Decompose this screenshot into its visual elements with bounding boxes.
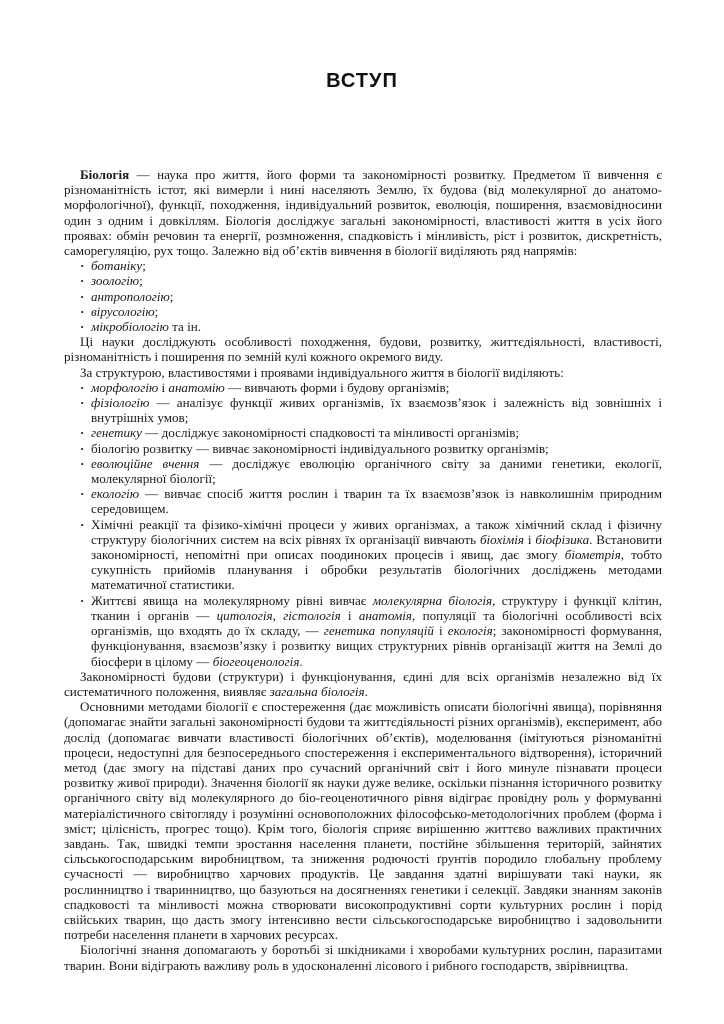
term: біогеоценологія — [212, 653, 300, 669]
list-item — [80, 289, 662, 304]
term: ботаніку — [91, 258, 143, 274]
text-fragment: Хімічні реакції та фізико-хімічні процеси у живих організмах, а також хімічний склад і фізичну структуру біологічних систем на всіх рівнях їх організації вивчають — [91, 516, 662, 547]
term: вірусологію — [91, 303, 155, 319]
term: екологія — [447, 623, 493, 639]
text-fragment: , тобто сукупність прийомів планування і обробки результатів біологічних досліджень методами математичної статистики. — [91, 547, 662, 593]
text-fragment: — аналізує функції живих організмів, їх взаємозв’язок і залежність від зовнішніх і внутрішніх умов; — [91, 395, 662, 426]
text-fragment: , — [272, 607, 284, 623]
term: екологію — [91, 486, 140, 502]
list-item — [80, 517, 662, 593]
text-fragment: . Встановити закономірності, непомітні при описах поодиноких процесів і явищ, дає змогу — [91, 531, 662, 563]
text-fragment: і — [340, 607, 359, 623]
text-fragment: Закономірності будови (структури) і функціонування, єдині для всіх організмів незалежно від їх систематичного положення, виявляє — [64, 668, 662, 699]
term-rest: ; — [154, 303, 159, 319]
term: біохімія — [479, 531, 524, 547]
text-fragment: — вивчають форми і будову організмів; — [224, 379, 450, 395]
list-item — [80, 425, 662, 440]
paragraph: Ці науки досліджують особливості походження, будови, розвитку, життєдіяльності, властивості, різноманітність і поширення по земній кулі кожного окремого виду. — [64, 334, 662, 365]
list-item — [80, 273, 662, 288]
term: анатомію — [168, 379, 225, 395]
lead-term: Біологія — [80, 167, 130, 182]
paragraph: Основними методами біології є спостереження (дає можливість описати біологічні явища), порівняння (допомагає знайти загальні закономірності будови та життєдіяльності різних організмів), експеримент, або дослід (допомагає вивчати властивості біологічних об’єктів), моделювання (імітуються різноманітні процеси, недоступні для безпосереднього спостереження і експериментального відтворення), історичний метод (дає змогу на підставі даних про сучасний органічний світ і його минуле пізнавати процеси розвитку живої природи). Значення біології як науки дуже велике, оскільки пізнання історичного розвитку органічного світу від молекулярного до біо-геоценотичного рівня відіграє провідну роль у формуванні матеріалістичного світогляду і розумінні основоположних філософсько-методологічних проблем (форма і зміст; цілісність, прогрес тощо). Крім того, біологія сприяє вирішенню життєво важливих практичних завдань. Так, швидкі темпи зростання населення планети, постійне збільшення територій, зайнятих сільськогосподарським виробництвом, та зниження родючості ґрунтів породило глобальну проблему сучасності — виробництво харчових продуктів. Це завдання здатні вирішувати такі науки, як рослинництво і тваринництво, що базуються на досягненнях генетики і селекції. Завдяки знанням законів спадковості та мінливості можна створювати високопродуктивні сорти культурних рослин і порід свійських тварин, що дасть змогу інтенсивно вести сільськогосподарське виробництво і задовольнити потреби населення планети в харчових ресурсах. — [64, 699, 662, 943]
list-item — [80, 486, 662, 516]
term: генетику — [91, 425, 142, 441]
paragraph — [64, 669, 662, 699]
term: еволюційне вчення — [91, 455, 200, 471]
text-body — [64, 167, 662, 973]
text-fragment: ; закономірності формування, функціонування, взаємозв’язку і розвитку вищих структурних рівнів організації життя на Землі до біосфери в цілому — — [91, 623, 662, 669]
text-fragment: , популяції та біологічні особливості всіх організмів, що входять до їх складу, — — [91, 607, 663, 639]
text-fragment: — досліджує еволюцію органічного світу за даними генетики, екології, молекулярної біології; — [91, 455, 662, 487]
paragraph: За структурою, властивостями і проявами індивідуального життя в біології виділяють: — [80, 364, 564, 380]
term: антропологію — [91, 288, 170, 304]
list-item — [80, 258, 662, 273]
page-title: ВСТУП — [326, 70, 398, 92]
term: гістологія — [283, 607, 341, 623]
list-item — [80, 593, 662, 669]
term: морфологію — [91, 379, 159, 395]
term: цитологія — [216, 607, 273, 623]
text-fragment: біологію розвитку — вивчає закономірності індивідуального розвитку організмів; — [91, 440, 549, 456]
list-item — [80, 441, 662, 456]
term: анатомія — [358, 607, 413, 623]
term-rest: ; — [142, 258, 146, 274]
directions-list — [64, 258, 662, 334]
term: молекулярна біологія — [372, 592, 493, 608]
text-fragment: і — [524, 531, 536, 547]
term: фізіологію — [91, 395, 150, 411]
list-item — [80, 380, 662, 395]
term: мікробіологію — [91, 319, 169, 335]
term: зоологію — [91, 273, 140, 289]
text-fragment: . — [364, 683, 368, 699]
term: загальна біологія — [269, 683, 365, 699]
text-fragment: — досліджує закономірності спадковості та мінливості організмів; — [142, 425, 520, 441]
text-fragment: і — [158, 379, 169, 395]
intro-paragraph — [64, 167, 662, 258]
paragraph: Біологічні знання допомагають у боротьбі зі шкідниками і хворобами культурних рослин, паразитами тварин. Вони відіграють важливу роль в удосконаленні лісового і рибного господарств, звірівництва. — [64, 942, 662, 973]
term-rest: ; — [139, 273, 143, 289]
text-fragment: , структуру і функції клітин, тканин і органів — — [91, 592, 662, 623]
branches-list — [64, 380, 662, 669]
term: генетика популяцій — [323, 623, 434, 639]
text-fragment: — вивчає спосіб життя рослин і тварин та їх взаємозв’язок із навколишнім природним середовищем. — [91, 486, 662, 517]
term: біометрія — [564, 547, 621, 563]
list-item — [80, 319, 662, 334]
text-fragment: . — [299, 653, 303, 669]
term: біофізика — [535, 531, 590, 547]
list-item — [80, 456, 662, 486]
text-fragment: і — [433, 623, 448, 639]
text-fragment: Життєві явища на молекулярному рівні вивчає — [91, 592, 373, 608]
list-item — [80, 304, 662, 319]
intro-text: — наука про життя, його форми та закономірності розвитку. Предметом її вивчення є різноманітність істот, які вимерли і нині населяють Землю, їх будова (від молекулярної до анатомо-морфологічної), функції, походження, індивідуальний розвиток, еволюція, поширення, взаємовідносини один з одним і довкіллям. Біологія досліджує загальні закономірності, властивості життя в усіх його проявах: обмін речовин та енергії, розмноження, спадковість і мінливість, ріст і розвиток, дискретність, саморегуляцію, рух тощо. Залежно від об’єктів вивчення в біології виділяють ряд напрямів: — [64, 167, 662, 259]
list-item — [80, 395, 662, 425]
term-rest: та ін. — [168, 319, 202, 335]
term-rest: ; — [169, 288, 174, 304]
